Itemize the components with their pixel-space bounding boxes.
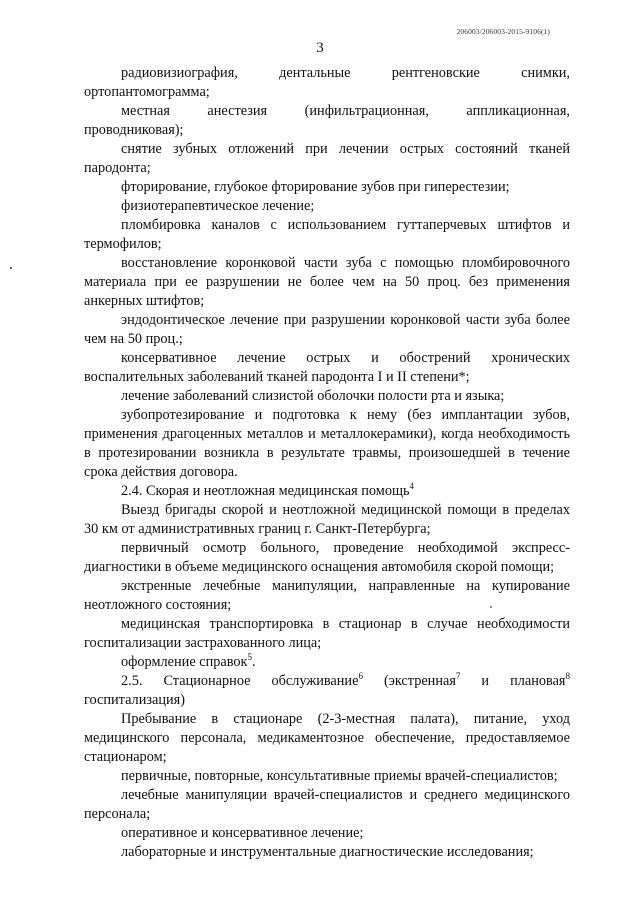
list-item: консервативное лечение острых и обострений хронических воспалительных заболеваний тканей пародонта I и II степени*; bbox=[84, 350, 570, 385]
hospitalization-label: госпитализация) bbox=[84, 692, 185, 708]
list-item: лечебные манипуляции врачей-специалистов и среднего медицинского персонала; bbox=[84, 787, 570, 822]
list-item: зубопротезирование и подготовка к нему (без имплантации зубов, применения драгоценных металлов и металлокерамики), когда необходимость в протезировании возникла в результате травмы, произошедшей в течение срока действия договора. bbox=[84, 407, 570, 480]
footnote-marker: 5 bbox=[247, 652, 252, 662]
list-item: фторирование, глубокое фторирование зубов при гиперестезии; bbox=[121, 179, 510, 195]
list-item: первичные, повторные, консультативные приемы врачей-специалистов; bbox=[121, 768, 558, 784]
and-word: и bbox=[481, 673, 490, 689]
certificates-text: оформление справок bbox=[121, 654, 248, 670]
list-item: медицинская транспортировка в стационар в случае необходимости госпитализации застрахованного лица; bbox=[84, 616, 570, 651]
footnote-marker: 6 bbox=[358, 671, 363, 681]
emergency-label: (экстренная bbox=[383, 673, 456, 689]
list-item: снятие зубных отложений при лечении острых состояний тканей пародонта; bbox=[84, 141, 570, 176]
list-item: лабораторные и инструментальные диагностические исследования; bbox=[121, 844, 534, 860]
footnote-marker: 8 bbox=[565, 671, 570, 681]
footnote-marker: 7 bbox=[455, 671, 461, 681]
list-item: местная анестезия (инфильтрационная, аппликационная, проводниковая); bbox=[84, 103, 570, 138]
list-item: восстановление коронковой части зуба с помощью пломбировочного материала при ее разрушении не более чем на 50 проц. без применения анкерных штифтов; bbox=[84, 255, 570, 309]
scan-speck bbox=[490, 606, 492, 608]
section-number: 2.5. bbox=[121, 673, 143, 689]
list-item: Пребывание в стационаре (2-3-местная палата), питание, уход медицинского персонала, медикаментозное обеспечение, предоставляемое стационаром; bbox=[84, 711, 570, 765]
page-number: 3 bbox=[316, 40, 324, 56]
section-title: Стационарное обслуживание bbox=[163, 673, 359, 689]
section-title: 2.4. Скорая и неотложная медицинская помощь bbox=[121, 483, 410, 499]
list-item: лечение заболеваний слизистой оболочки полости рта и языка; bbox=[121, 388, 505, 404]
planned-label: плановая bbox=[510, 673, 566, 689]
list-item: экстренные лечебные манипуляции, направленные на купирование неотложного состояния; bbox=[84, 578, 570, 613]
list-item: физиотерапевтическое лечение; bbox=[121, 198, 315, 214]
list-item: эндодонтическое лечение при разрушении коронковой части зуба более чем на 50 проц.; bbox=[84, 312, 570, 347]
scan-speck bbox=[10, 267, 12, 269]
footnote-marker: 4 bbox=[409, 481, 414, 491]
list-item: первичный осмотр больного, проведение необходимой экспресс-диагностики в объеме медицинского оснащения автомобиля скорой помощи; bbox=[84, 540, 570, 575]
document-code: 206003/206003-2015-9106(1) bbox=[456, 27, 550, 36]
list-item: радиовизиография, дентальные рентгеновские снимки, ортопантомограмма; bbox=[84, 65, 570, 100]
section-heading-2-4 bbox=[84, 482, 570, 501]
list-item: пломбировка каналов с использованием гуттаперчевых штифтов и термофилов; bbox=[84, 217, 570, 252]
list-item: Выезд бригады скорой и неотложной медицинской помощи в пределах 30 км от административных границ г. Санкт-Петербурга; bbox=[84, 502, 570, 537]
certificates-end: . bbox=[251, 654, 256, 670]
document-body bbox=[84, 64, 570, 862]
list-item: оперативное и консервативное лечение; bbox=[121, 825, 364, 841]
section-heading-2-5 bbox=[84, 672, 570, 710]
list-item bbox=[84, 653, 570, 672]
